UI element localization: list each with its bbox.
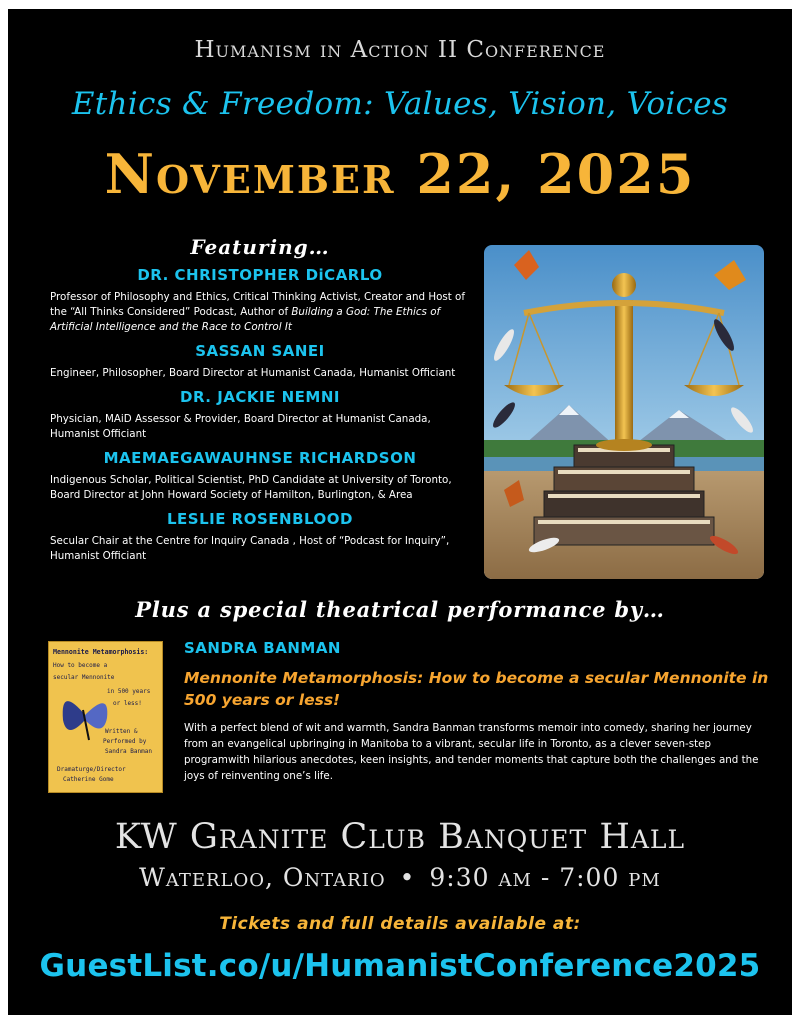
- bullet-separator: •: [399, 863, 416, 892]
- book-subtitle-line: secular Mennonite: [53, 674, 115, 681]
- book-title: Mennonite Metamorphosis:: [53, 648, 149, 656]
- book-subtitle-line: How to become a: [53, 662, 108, 669]
- speaker-name: SASSAN SANEI: [195, 342, 325, 360]
- speaker-description: Secular Chair at the Centre for Inquiry Canada , Host of “Podcast for Inquiry”, Humanist Officiant: [50, 535, 450, 562]
- scales-of-justice-illustration: [484, 245, 764, 579]
- speaker-name: DR. JACKIE NEMNI: [180, 388, 340, 406]
- speaker-description: [50, 290, 470, 335]
- book-credit: Performed by: [103, 738, 147, 745]
- book-credit: Sandra Banman: [105, 748, 152, 755]
- event-date: November 22, 2025: [104, 142, 696, 206]
- speaker-name: DR. CHRISTOPHER DiCARLO: [137, 266, 383, 284]
- venue-location: [8, 863, 792, 892]
- conference-subtitle: Ethics & Freedom: Values, Vision, Voices: [71, 86, 729, 122]
- speaker-description: Indigenous Scholar, Political Scientist, PhD Candidate at University of Toronto, Board Director at John Howard Society of Hamilton, Burlington, & Area: [50, 474, 452, 501]
- event-time: 9:30 am - 7:00 pm: [429, 863, 661, 892]
- speaker-book-title: Building a God: The Ethics of Artificial Intelligence and the Race to Control It: [50, 306, 441, 333]
- performance-heading: Plus a special theatrical performance by…: [135, 597, 665, 622]
- book-cover: [48, 641, 163, 793]
- speaker-name: MAEMAEGAWAUHNSE RICHARDSON: [103, 449, 417, 467]
- performer-name: SANDRA BANMAN: [184, 639, 341, 657]
- speaker-description: Engineer, Philosopher, Board Director at Humanist Canada, Humanist Officiant: [50, 367, 456, 379]
- speaker-description: Physician, MAiD Assessor & Provider, Board Director at Humanist Canada, Humanist Officiant: [50, 413, 431, 440]
- book-credit: Written &: [105, 728, 138, 735]
- conference-title: Humanism in Action II Conference: [194, 37, 606, 63]
- speakers-section: [50, 235, 470, 564]
- scales-illustration-svg: [484, 245, 764, 579]
- poster: [8, 9, 792, 1015]
- performance-title: Mennonite Metamorphosis: How to become a secular Mennonite in 500 years or less!: [184, 669, 769, 709]
- book-credit: Catherine Gome: [63, 776, 114, 783]
- book-subtitle-line: in 500 years: [107, 688, 151, 695]
- performance-section: [184, 639, 774, 784]
- speaker-name: LESLIE ROSENBLOOD: [166, 510, 354, 528]
- tickets-note: Tickets and full details available at:: [219, 914, 581, 934]
- book-credit: Dramaturge/Director: [57, 766, 126, 773]
- speaker-description-text: Professor of Philosophy and Ethics, Critical Thinking Activist, Creator and Host of the “All Thinks Considered” Podcast, Author of: [50, 291, 465, 318]
- featuring-heading: Featuring…: [190, 235, 330, 259]
- ticket-url-link[interactable]: GuestList.co/u/HumanistConference2025: [39, 948, 761, 984]
- city-name: Waterloo, Ontario: [139, 863, 386, 892]
- book-subtitle-line: or less!: [113, 700, 142, 707]
- venue-name: KW Granite Club Banquet Hall: [114, 817, 686, 857]
- performance-description: With a perfect blend of wit and warmth, Sandra Banman transforms memoir into comedy, sharing her journey from an evangelical upbringing in Manitoba to a vibrant, secular life in Toronto, as a clever seven-step programwith hilarious anecdotes, keen insights, and tender moments that capture both the challenges and the joys of reinventing one’s life.: [184, 722, 759, 782]
